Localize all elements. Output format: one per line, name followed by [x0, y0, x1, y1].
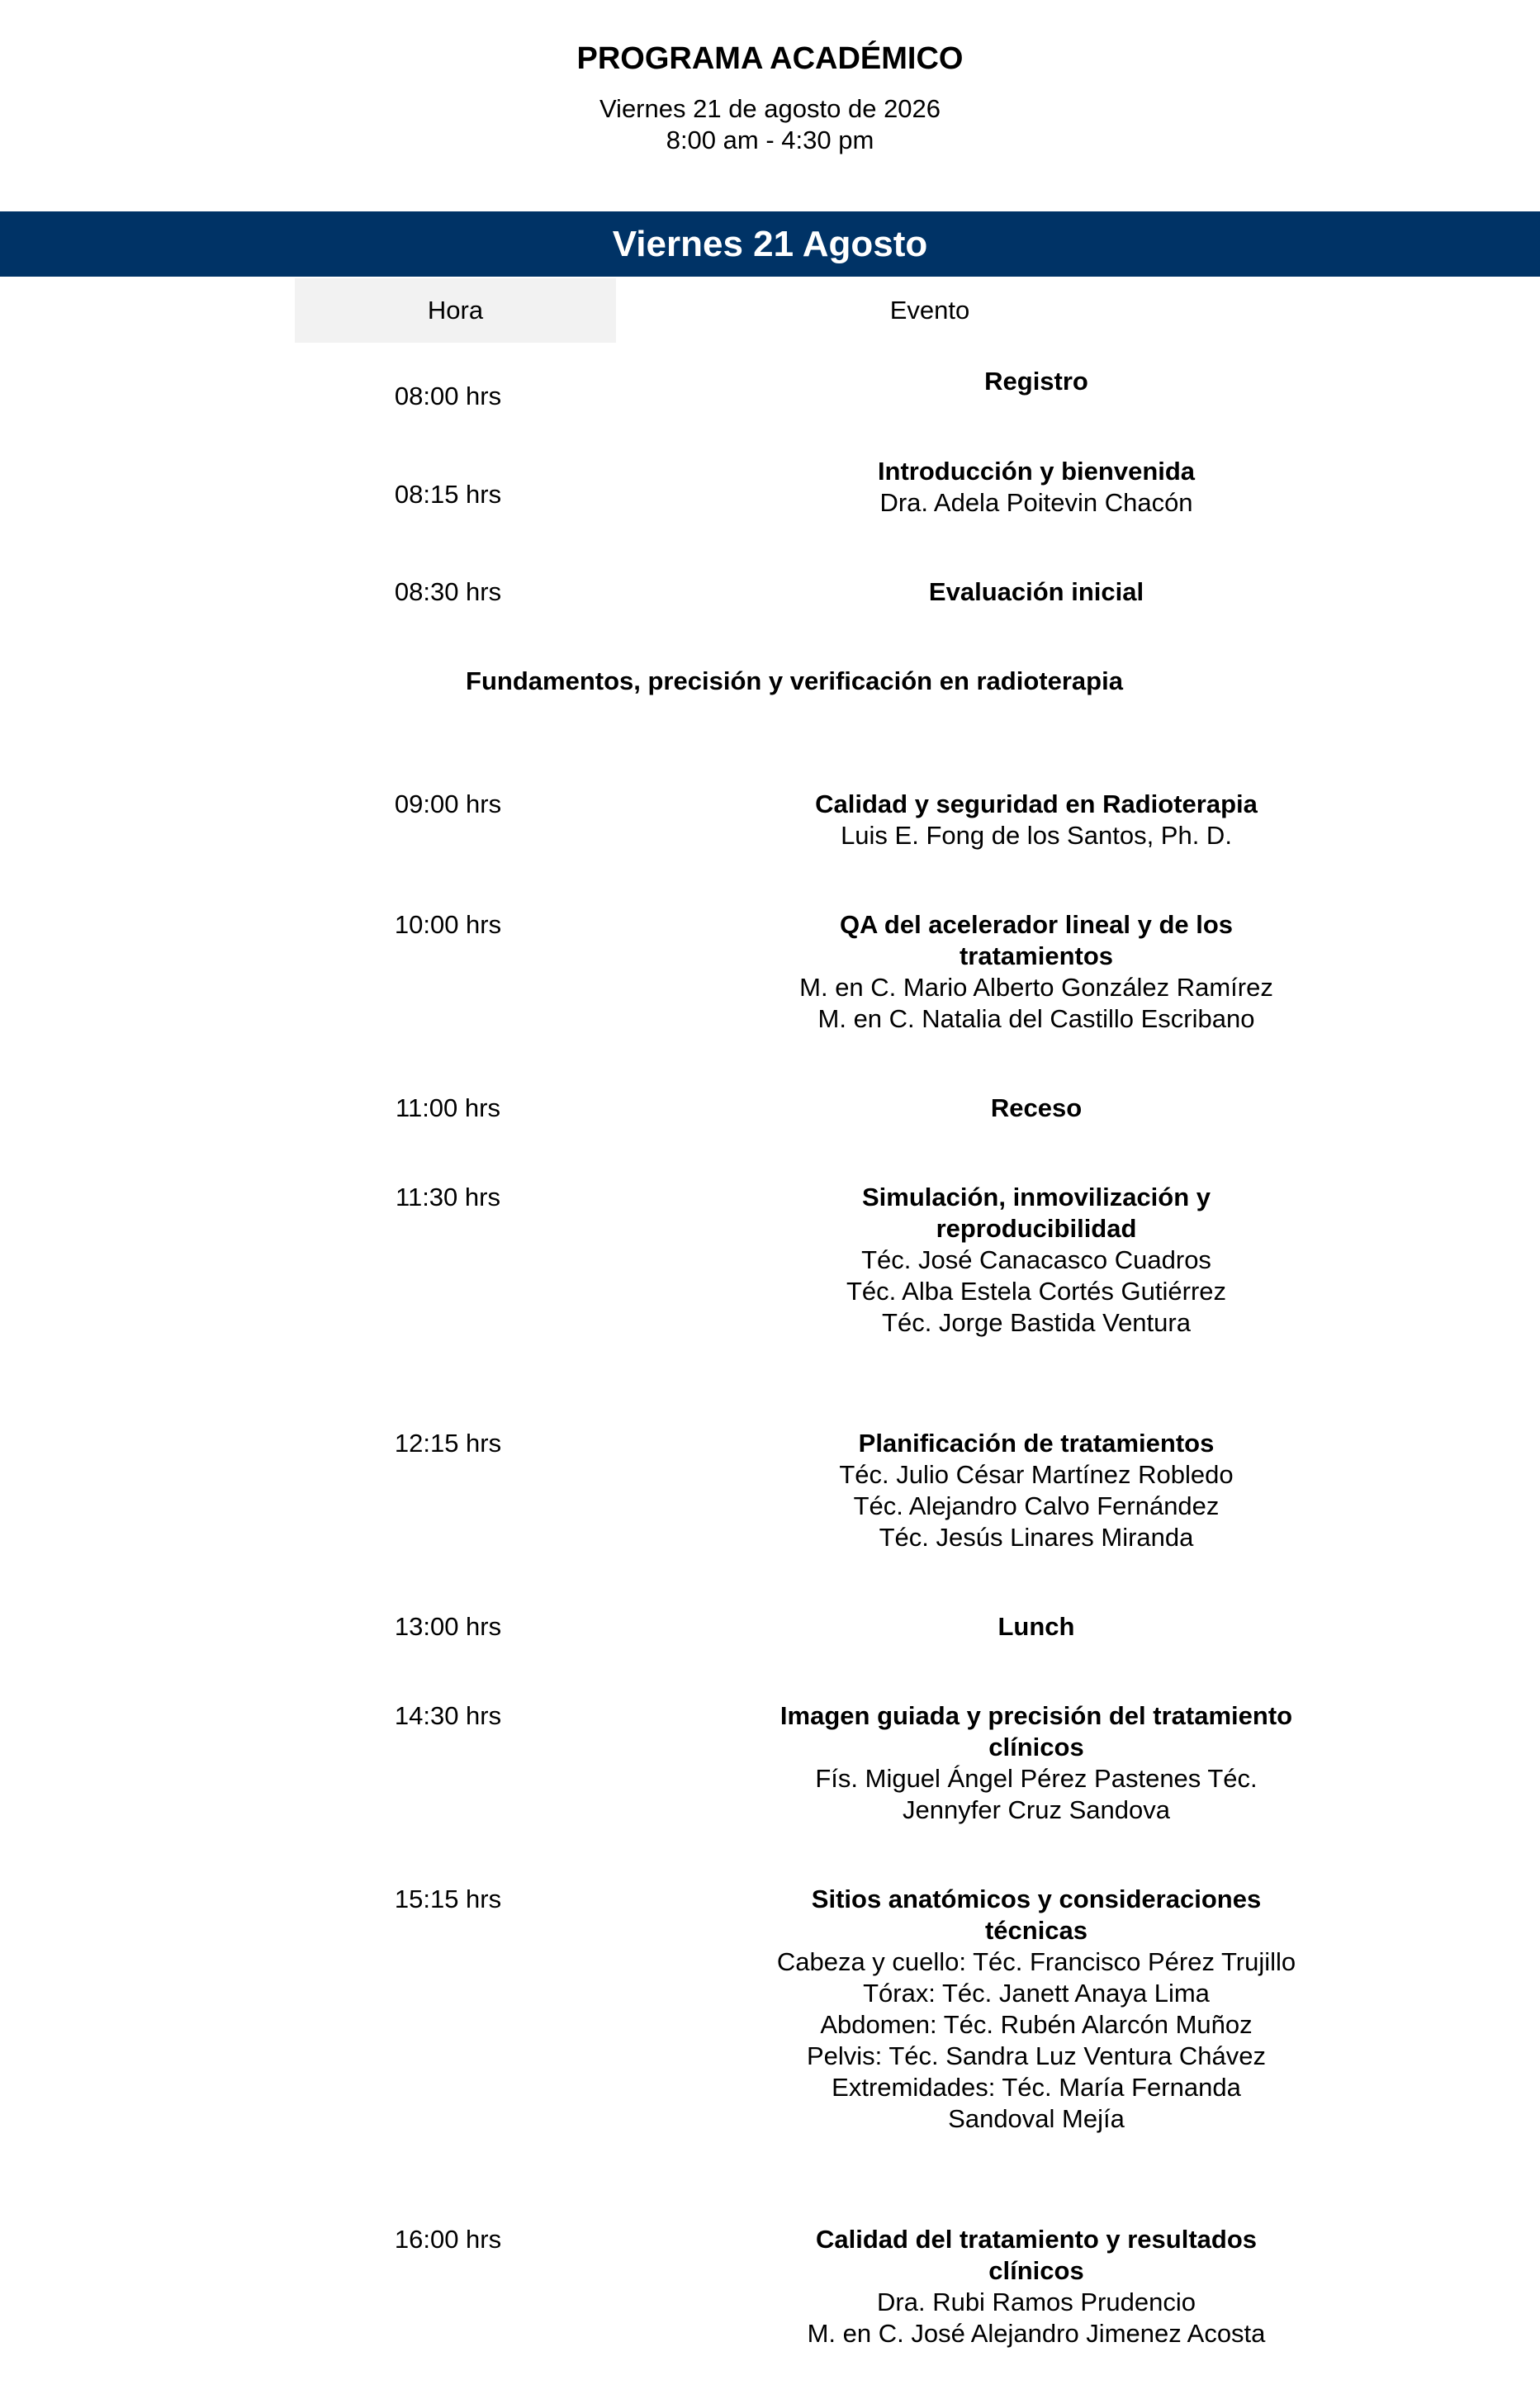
event-title: Receso [990, 1093, 1083, 1122]
schedule-time: 16:00 hrs [394, 2225, 502, 2254]
event-title: Planificación de tratamientos [858, 1429, 1215, 1458]
schedule-time: 08:30 hrs [394, 577, 502, 606]
event-speaker: Pelvis: Téc. Sandra Luz Ventura Chávez [806, 2041, 1267, 2070]
section-title: Fundamentos, precisión y verificación en radioterapia [466, 666, 1123, 695]
table-header-evento: Evento [889, 296, 970, 325]
schedule-time: 11:30 hrs [396, 1183, 500, 1211]
schedule-event [776, 576, 1296, 608]
schedule-event [776, 789, 1296, 851]
event-speaker: Téc. Jorge Bastida Ventura [882, 1308, 1191, 1337]
event-speaker: M. en C. José Alejandro Jimenez Acosta [807, 2319, 1266, 2348]
event-speaker: Luis E. Fong de los Santos, Ph. D. [841, 821, 1232, 850]
event-speaker: Téc. Alba Estela Cortés Gutiérrez [846, 1277, 1227, 1306]
schedule-time: 08:15 hrs [394, 480, 502, 509]
schedule-time: 14:30 hrs [394, 1701, 502, 1730]
event-title: Calidad y seguridad en Radioterapia [815, 789, 1258, 818]
schedule-event [776, 1611, 1296, 1643]
event-speaker: M. en C. Natalia del Castillo Escribano [817, 1004, 1255, 1033]
event-title: Evaluación inicial [928, 577, 1144, 606]
schedule-event [776, 1093, 1296, 1124]
schedule-event [776, 456, 1296, 519]
event-speaker: Abdomen: Téc. Rubén Alarcón Muñoz [820, 2010, 1253, 2039]
event-title: Calidad del tratamiento y resultados clínicos [815, 2225, 1258, 2285]
schedule-time: 12:15 hrs [394, 1429, 502, 1458]
event-speaker: Dra. Rubi Ramos Prudencio [877, 2288, 1196, 2316]
schedule-time: 10:00 hrs [394, 910, 502, 939]
schedule-time: 15:15 hrs [394, 1885, 502, 1913]
event-speaker: Extremidades: Téc. María Fernanda Sandoval Mejía [832, 2073, 1241, 2133]
event-speaker: Dra. Adela Poitevin Chacón [879, 488, 1193, 517]
program-title: PROGRAMA ACADÉMICO [576, 41, 964, 76]
schedule-event [776, 366, 1296, 397]
event-speaker: Tórax: Téc. Janett Anaya Lima [863, 1979, 1210, 2008]
event-speaker: M. en C. Mario Alberto González Ramírez [799, 973, 1273, 1002]
program-time: 8:00 am - 4:30 pm [666, 126, 874, 154]
event-title: Registro [984, 367, 1088, 396]
schedule-event [776, 1428, 1296, 1553]
event-title: Simulación, inmovilización y reproducibilidad [861, 1183, 1211, 1243]
event-speaker: Téc. Alejandro Calvo Fernández [853, 1491, 1220, 1520]
event-speaker: Téc. José Canacasco Cuadros [861, 1245, 1211, 1274]
event-speaker: Cabeza y cuello: Téc. Francisco Pérez Trujillo [776, 1947, 1296, 1976]
table-header-hora: Hora [295, 278, 616, 343]
program-date: Viernes 21 de agosto de 2026 [599, 94, 941, 123]
schedule-time: 13:00 hrs [394, 1612, 502, 1641]
event-title: QA del acelerador lineal y de los tratamientos [839, 910, 1234, 970]
event-title: Introducción y bienvenida [877, 457, 1196, 486]
event-title: Imagen guiada y precisión del tratamiento clínicos [779, 1701, 1293, 1761]
schedule-time: 11:00 hrs [396, 1093, 500, 1122]
day-banner: Viernes 21 Agosto [0, 211, 1540, 277]
schedule-event [776, 1700, 1296, 1826]
schedule-event [776, 1884, 1296, 2135]
event-speaker: Téc. Julio César Martínez Robledo [839, 1460, 1234, 1489]
schedule-event [776, 2224, 1296, 2349]
event-speaker: Téc. Jesús Linares Miranda [879, 1523, 1194, 1552]
schedule-time: 08:00 hrs [394, 382, 502, 410]
event-title: Lunch [997, 1612, 1075, 1641]
event-title: Sitios anatómicos y consideraciones técnicas [811, 1885, 1262, 1945]
event-speaker: Fís. Miguel Ángel Pérez Pastenes Téc. Jennyfer Cruz Sandova [815, 1764, 1258, 1824]
schedule-time: 09:00 hrs [394, 789, 502, 818]
schedule-event [776, 909, 1296, 1035]
schedule-event [776, 1182, 1296, 1339]
